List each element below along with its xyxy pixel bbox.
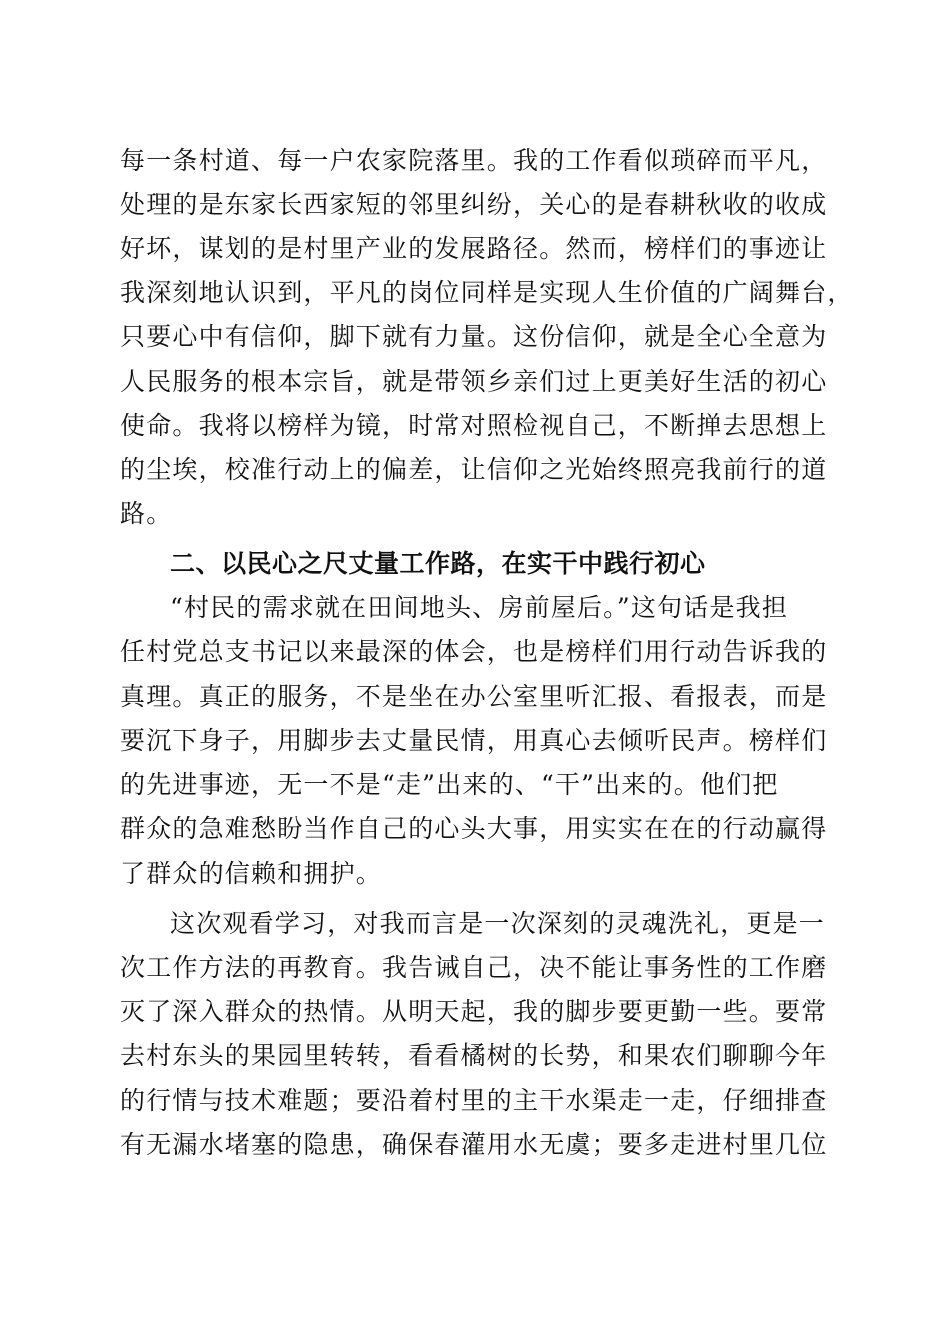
paragraph-line: 我深刻地认识到，平凡的岗位同样是实现人生价值的广阔舞台， bbox=[120, 278, 854, 307]
paragraph-line: 有无漏水堵塞的隐患，确保春灌用水无虞；要多走进村里几位 bbox=[120, 1130, 828, 1159]
paragraph-line: 了群众的信赖和拥护。 bbox=[120, 859, 383, 888]
paragraph-line: 去村东头的果园里转转，看看橘树的长势，和果农们聊聊今年 bbox=[120, 1041, 828, 1070]
paragraph-line: 的尘埃，校准行动上的偏差，让信仰之光始终照亮我前行的道 bbox=[120, 455, 828, 484]
paragraph-line: “村民的需求就在田间地头、房前屋后。”这句话是我担 bbox=[170, 593, 789, 622]
section-heading: 二、以民心之尺丈量工作路，在实干中践行初心 bbox=[170, 549, 706, 578]
paragraph-line: 的先进事迹，无一不是“走”出来的、“干”出来的。他们把 bbox=[120, 770, 779, 799]
paragraph-line: 人民服务的根本宗旨，就是带领乡亲们过上更美好生活的初心 bbox=[120, 367, 828, 396]
paragraph-line: 使命。我将以榜样为镜，时常对照检视自己，不断掸去思想上 bbox=[120, 411, 828, 440]
paragraph-line: 次工作方法的再教育。我告诫自己，决不能让事务性的工作磨 bbox=[120, 953, 828, 982]
paragraph-line: 灭了深入群众的热情。从明天起，我的脚步要更勤一些。要常 bbox=[120, 997, 828, 1026]
paragraph-line: 只要心中有信仰，脚下就有力量。这份信仰，就是全心全意为 bbox=[120, 322, 828, 351]
paragraph-line: 路。 bbox=[120, 499, 173, 528]
paragraph-line: 处理的是东家长西家短的邻里纠纷，关心的是春耕秋收的收成 bbox=[120, 190, 828, 219]
paragraph-line: 每一条村道、每一户农家院落里。我的工作看似琐碎而平凡， bbox=[120, 146, 828, 175]
paragraph-line: 好坏，谋划的是村里产业的发展路径。然而，榜样们的事迹让 bbox=[120, 234, 828, 263]
paragraph-line: 任村党总支书记以来最深的体会，也是榜样们用行动告诉我的 bbox=[120, 637, 828, 666]
paragraph-line: 的行情与技术难题；要沿着村里的主干水渠走一走，仔细排查 bbox=[120, 1086, 828, 1115]
paragraph-line: 真理。真正的服务，不是坐在办公室里听汇报、看报表，而是 bbox=[120, 682, 828, 711]
paragraph-line: 要沉下身子，用脚步去丈量民情，用真心去倾听民声。榜样们 bbox=[120, 726, 828, 755]
paragraph-line: 群众的急难愁盼当作自己的心头大事，用实实在在的行动赢得 bbox=[120, 814, 828, 843]
paragraph-line: 这次观看学习，对我而言是一次深刻的灵魂洗礼，更是一 bbox=[170, 909, 826, 938]
